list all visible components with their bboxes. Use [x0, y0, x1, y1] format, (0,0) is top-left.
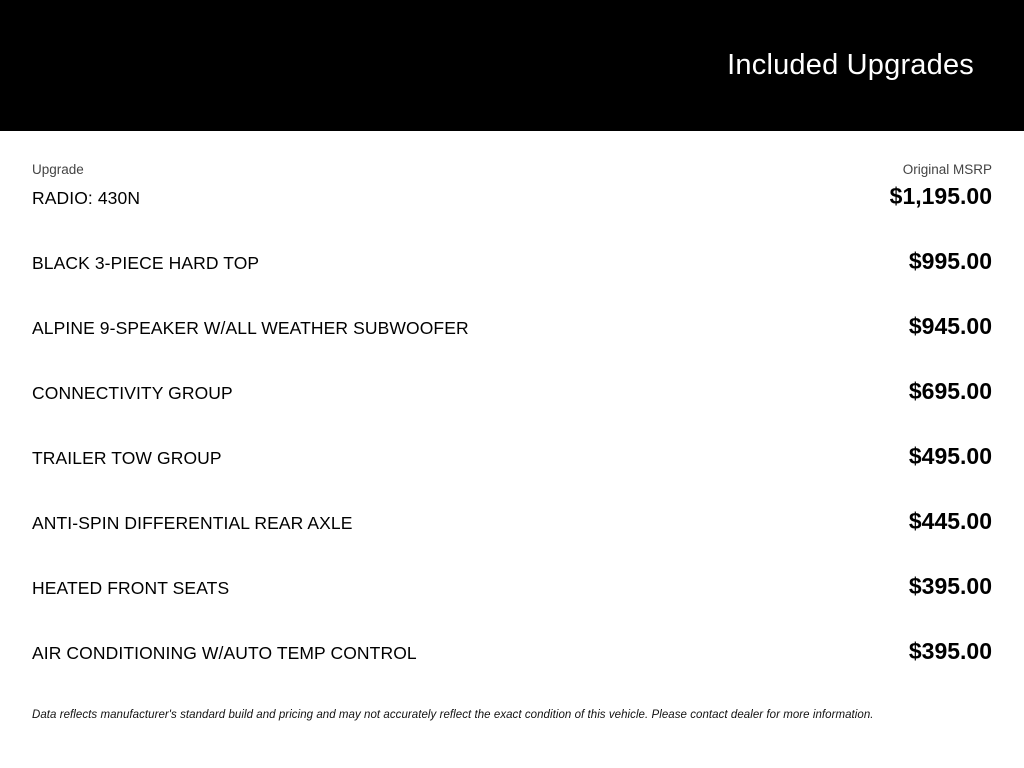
table-row [32, 248, 992, 313]
upgrade-price: $395.00 [908, 638, 992, 664]
table-row [32, 508, 992, 573]
disclaimer-text: Data reflects manufacturer's standard build and pricing and may not accurately reflect the exact condition of this vehicle. Please contact dealer for more information. [32, 709, 874, 721]
table-row [32, 573, 992, 638]
upgrade-price: $395.00 [908, 573, 992, 599]
upgrade-name: TRAILER TOW GROUP [32, 448, 222, 468]
upgrade-price: $695.00 [908, 378, 992, 404]
upgrade-price: $495.00 [908, 443, 992, 469]
table-row [32, 378, 992, 443]
upgrade-name: ALPINE 9-SPEAKER W/ALL WEATHER SUBWOOFER [32, 318, 469, 338]
column-header-upgrade: Upgrade [32, 162, 84, 177]
upgrade-name: CONNECTIVITY GROUP [32, 383, 233, 403]
upgrade-name: ANTI-SPIN DIFFERENTIAL REAR AXLE [32, 513, 353, 533]
table-row [32, 638, 992, 703]
page-header [0, 0, 1024, 131]
upgrade-price: $445.00 [908, 508, 992, 534]
page-content [0, 131, 1024, 768]
upgrade-price: $995.00 [908, 248, 992, 274]
upgrade-price: $1,195.00 [889, 183, 992, 209]
upgrade-price: $945.00 [908, 313, 992, 339]
page-title: Included Upgrades [727, 49, 974, 81]
upgrade-name: AIR CONDITIONING W/AUTO TEMP CONTROL [32, 643, 417, 663]
column-header-msrp: Original MSRP [902, 162, 992, 177]
table-column-headers [32, 131, 992, 183]
upgrades-table [32, 183, 992, 703]
table-row [32, 183, 992, 248]
upgrade-name: BLACK 3-PIECE HARD TOP [32, 253, 260, 273]
upgrade-name: RADIO: 430N [32, 188, 141, 208]
upgrade-name: HEATED FRONT SEATS [32, 578, 230, 598]
table-row [32, 313, 992, 378]
table-row [32, 443, 992, 508]
